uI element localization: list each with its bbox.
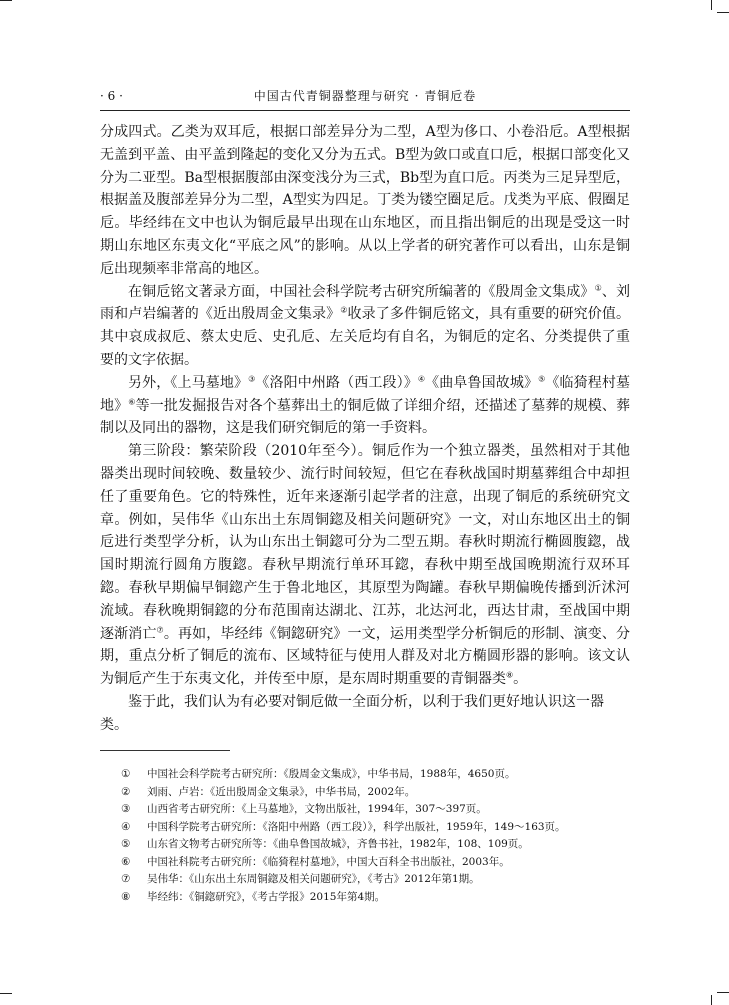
footnote-text: 毕经纬：《铜鍃研究》，《考古学报》2015年第4期。 bbox=[147, 890, 386, 903]
crop-mark bbox=[711, 0, 712, 10]
footnote-text: 中国社会科学院考古研究所：《殷周金文集成》，中华书局，1988年，4650页。 bbox=[147, 768, 516, 780]
footnote-mark: ① bbox=[121, 768, 131, 780]
footnote-text: 山西省考古研究所：《上马墓地》，文物出版社，1994年，307～397页。 bbox=[147, 803, 487, 815]
footnote-ref: ④ bbox=[417, 374, 426, 384]
footnote-item bbox=[121, 836, 630, 854]
footnote-text: 山东省文物考古研究所等：《曲阜鲁国故城》，齐鲁书社，1982年，108、109页。 bbox=[147, 838, 529, 850]
header-rule bbox=[100, 110, 630, 111]
footnote-mark: ⑥ bbox=[121, 855, 131, 868]
paragraph: 第三阶段：繁荣阶段（2010年至今）。铜卮作为一个独立器类，虽然相对于其他器类出现时间较晚、数量较少、流行时间较短，但它在春秋战国时期墓葬组合中却担任了重要角色。它的特殊性，近年来逐渐引起学者的注意，出现了铜卮的系统研究文章。例如，吴伟华《山东出土东周铜鍃及相关问题研究》一文，对山东地区出土的铜卮进行类型学分析，认为山东出土铜鍃可分为二型五期。春秋时期流行椭圆腹鍃，战国时期流行圆角方腹鍃。春秋早期流行单环耳鍃，春秋中期至战国晚期流行双环耳鍃。春秋早期偏早铜鍃产生于鲁北地区，其原型为陶罐。春秋早期偏晚传播到沂沭河流域。春秋晚期铜鍃的分布范围南达湖北、江苏，北达河北，西达甘肃，至战国中期逐渐消亡⑦。再如，毕经纬《铜鍃研究》一文，运用类型学分析铜卮的形制、演变、分期，重点分析了铜卮的流布、区域特征与使用人群及对北方椭圆形器的影响。该文认为铜卮产生于东夷文化，并传至中原，是东周时期重要的青铜器类⑧。 bbox=[100, 443, 631, 688]
paragraph: 另外，《上马墓地》③《洛阳中州路（西工段）》④《曲阜鲁国故城》⑤《临猗程村墓地》⑥等一批发掘报告对各个墓葬出土的铜卮做了详细介绍，还描述了墓葬的规模、葬制以及同出的器物，这是我们研究铜卮的第一手资料。 bbox=[100, 374, 631, 437]
paragraph: 鉴于此，我们认为有必要对铜卮做一全面分析，以利于我们更好地认识这一器类。 bbox=[100, 693, 604, 733]
footnote-text: 中国科学院考古研究所：《洛阳中州路（西工段）》，科学出版社，1959年，149～163页。 bbox=[147, 820, 566, 833]
footnote-item bbox=[121, 819, 630, 837]
page-number: · 6 · bbox=[100, 89, 123, 103]
footnotes bbox=[121, 766, 630, 906]
paragraph: 分成四式。乙类为双耳卮，根据口部差异分为二型，A型为侈口、小卷沿卮。A型根据无盖到平盖、由平盖到隆起的变化又分为五式。B型为敛口或直口卮，根据口部变化又分为二亚型。Ba型根据腹部由深变浅分为三式，Bb型为直口卮。丙类为三足异型卮，根据盖及腹部差异分为二型，A型实为四足。丁类为镂空圈足卮。戊类为平底、假圈足卮。毕经纬在文中也认为铜卮最早出现在山东地区，而且指出铜卮的出现是受这一时期山东地区东夷文化“平底之风”的影响。从以上学者的研究著作可以看出，山东是铜卮出现频率非常高的地区。 bbox=[100, 124, 630, 277]
footnote-ref: ⑦ bbox=[156, 624, 164, 634]
footnote-mark: ⑧ bbox=[121, 890, 131, 903]
footnote-ref: ⑧ bbox=[506, 670, 514, 680]
footnote-mark: ⑤ bbox=[121, 838, 131, 850]
crop-mark bbox=[0, 993, 12, 994]
footnote-item bbox=[121, 889, 630, 907]
footnote-ref: ③ bbox=[248, 374, 256, 384]
footnote-ref: ⑥ bbox=[128, 396, 136, 406]
main-text bbox=[100, 121, 630, 737]
running-header bbox=[100, 86, 630, 106]
crop-mark bbox=[717, 992, 729, 993]
footnote-item bbox=[121, 871, 630, 889]
crop-mark bbox=[717, 12, 729, 13]
paragraph: 在铜卮铭文著录方面，中国社会科学院考古研究所编著的《殷周金文集成》①、刘雨和卢岩编著的《近出殷周金文集录》②收录了多件铜卮铭文，具有重要的研究价值。其中哀成叔卮、蔡太史卮、史孔卮、左关卮均有自名，为铜卮的定名、分类提供了重要的文字依据。 bbox=[100, 282, 631, 368]
footnote-mark: ② bbox=[121, 785, 131, 798]
running-title: 中国古代青铜器整理与研究 · 青铜卮卷 bbox=[253, 89, 477, 103]
crop-mark bbox=[0, 0, 12, 1]
footnote-ref: ① bbox=[594, 282, 602, 292]
footnote-ref: ⑤ bbox=[538, 374, 546, 384]
footnote-rule bbox=[100, 750, 230, 751]
footnote-item bbox=[121, 766, 630, 784]
footnote-mark: ⑦ bbox=[121, 873, 131, 885]
footnote-ref: ② bbox=[340, 305, 348, 315]
footnote-mark: ④ bbox=[121, 820, 131, 833]
footnote-item bbox=[121, 784, 630, 802]
footnote-text: 中国社科院考古研究所：《临猗程村墓地》，中国大百科全书出版社，2003年。 bbox=[147, 855, 510, 868]
footnote-item bbox=[121, 801, 630, 819]
footnote-item bbox=[121, 854, 630, 872]
crop-mark bbox=[711, 995, 712, 1005]
footnote-text: 吴伟华：《山东出土东周铜鍃及相关问题研究》，《考古》2012年第1期。 bbox=[147, 873, 480, 885]
footnote-text: 刘雨、卢岩：《近出殷周金文集录》，中华书局，2002年。 bbox=[147, 785, 416, 798]
footnote-mark: ③ bbox=[121, 803, 131, 815]
